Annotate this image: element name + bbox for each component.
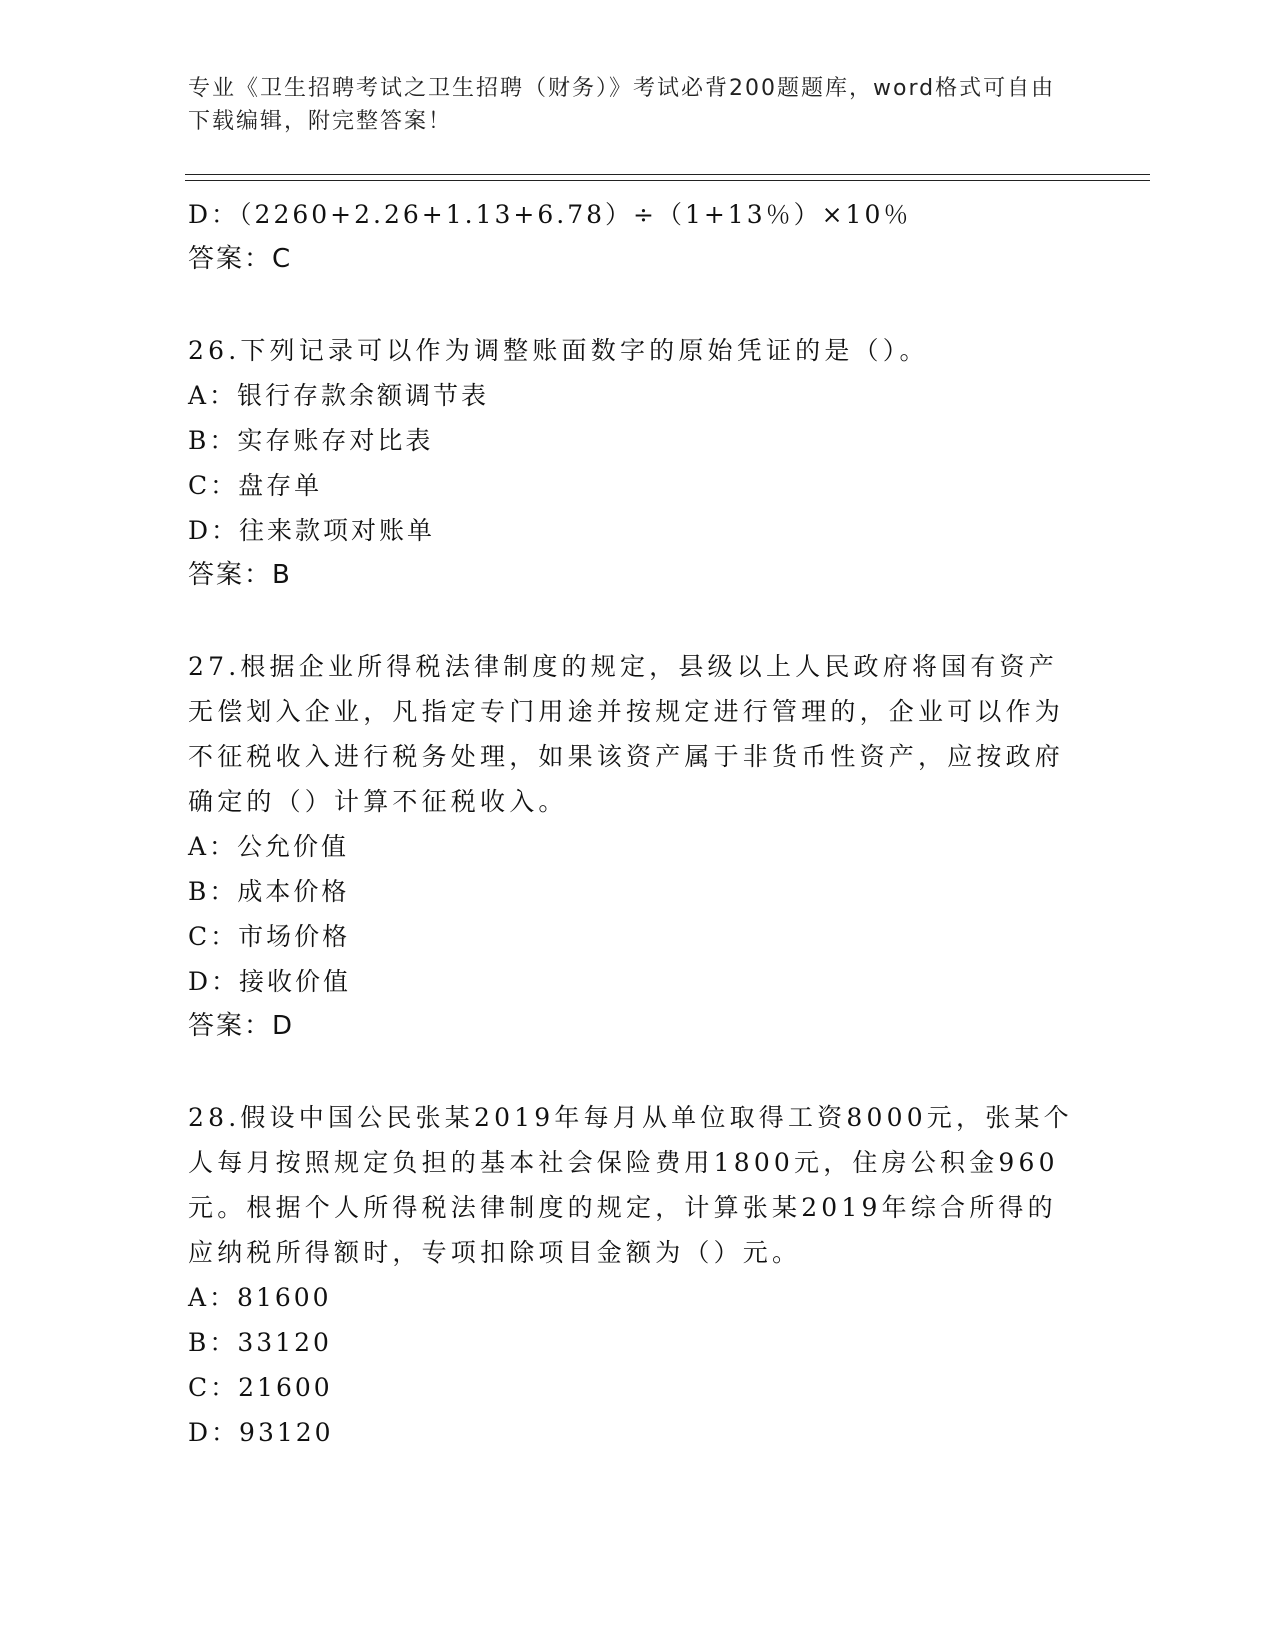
spacer <box>188 1049 1073 1095</box>
answer: 答案：B <box>188 560 292 590</box>
header-divider-secondary <box>185 180 1150 181</box>
option-c: C：21600 <box>188 1373 333 1402</box>
prev-option-d: D：（2260+2.26+1.13+6.78）÷（1+13％）×10％ <box>188 200 912 229</box>
prev-answer: 答案：C <box>188 244 293 274</box>
option-b: B：实存账存对比表 <box>188 426 434 455</box>
question-stem: 28.假设中国公民张某2019年每月从单位取得工资8000元，张某个人每月按照规定负担的基本社会保险费用1800元，住房公积金960元。根据个人所得税法律制度的规定，计算张某2019年综合所得的应纳税所得额时，专项扣除项目金额为（）元。 <box>188 1103 1073 1267</box>
option-a: A：公允价值 <box>188 832 350 861</box>
question-stem: 26.下列记录可以作为调整账面数字的原始凭证的是（）。 <box>188 336 929 365</box>
option-c: C：市场价格 <box>188 922 351 951</box>
question-26 <box>188 328 1073 598</box>
question-stem: 27.根据企业所得税法律制度的规定，县级以上人民政府将国有资产无偿划入企业，凡指定专门用途并按规定进行管理的，企业可以作为不征税收入进行税务处理，如果该资产属于非货币性资产，应按政府确定的（）计算不征税收入。 <box>188 652 1065 816</box>
question-content <box>188 192 1073 1455</box>
option-d: D：接收价值 <box>188 967 352 996</box>
header-divider <box>185 174 1150 175</box>
option-a: A：81600 <box>188 1283 332 1312</box>
question-28 <box>188 1095 1073 1455</box>
option-c: C：盘存单 <box>188 471 323 500</box>
page-header: 专业《卫生招聘考试之卫生招聘（财务）》考试必背200题题库，word格式可自由下载编辑，附完整答案！ <box>188 76 1056 134</box>
option-d: D：往来款项对账单 <box>188 516 436 545</box>
answer: 答案：D <box>188 1011 295 1041</box>
option-d: D：93120 <box>188 1418 334 1447</box>
option-b: B：33120 <box>188 1328 332 1357</box>
option-b: B：成本价格 <box>188 877 350 906</box>
spacer <box>188 598 1073 644</box>
option-a: A：银行存款余额调节表 <box>188 381 490 410</box>
question-27 <box>188 644 1073 1049</box>
spacer <box>188 282 1073 328</box>
